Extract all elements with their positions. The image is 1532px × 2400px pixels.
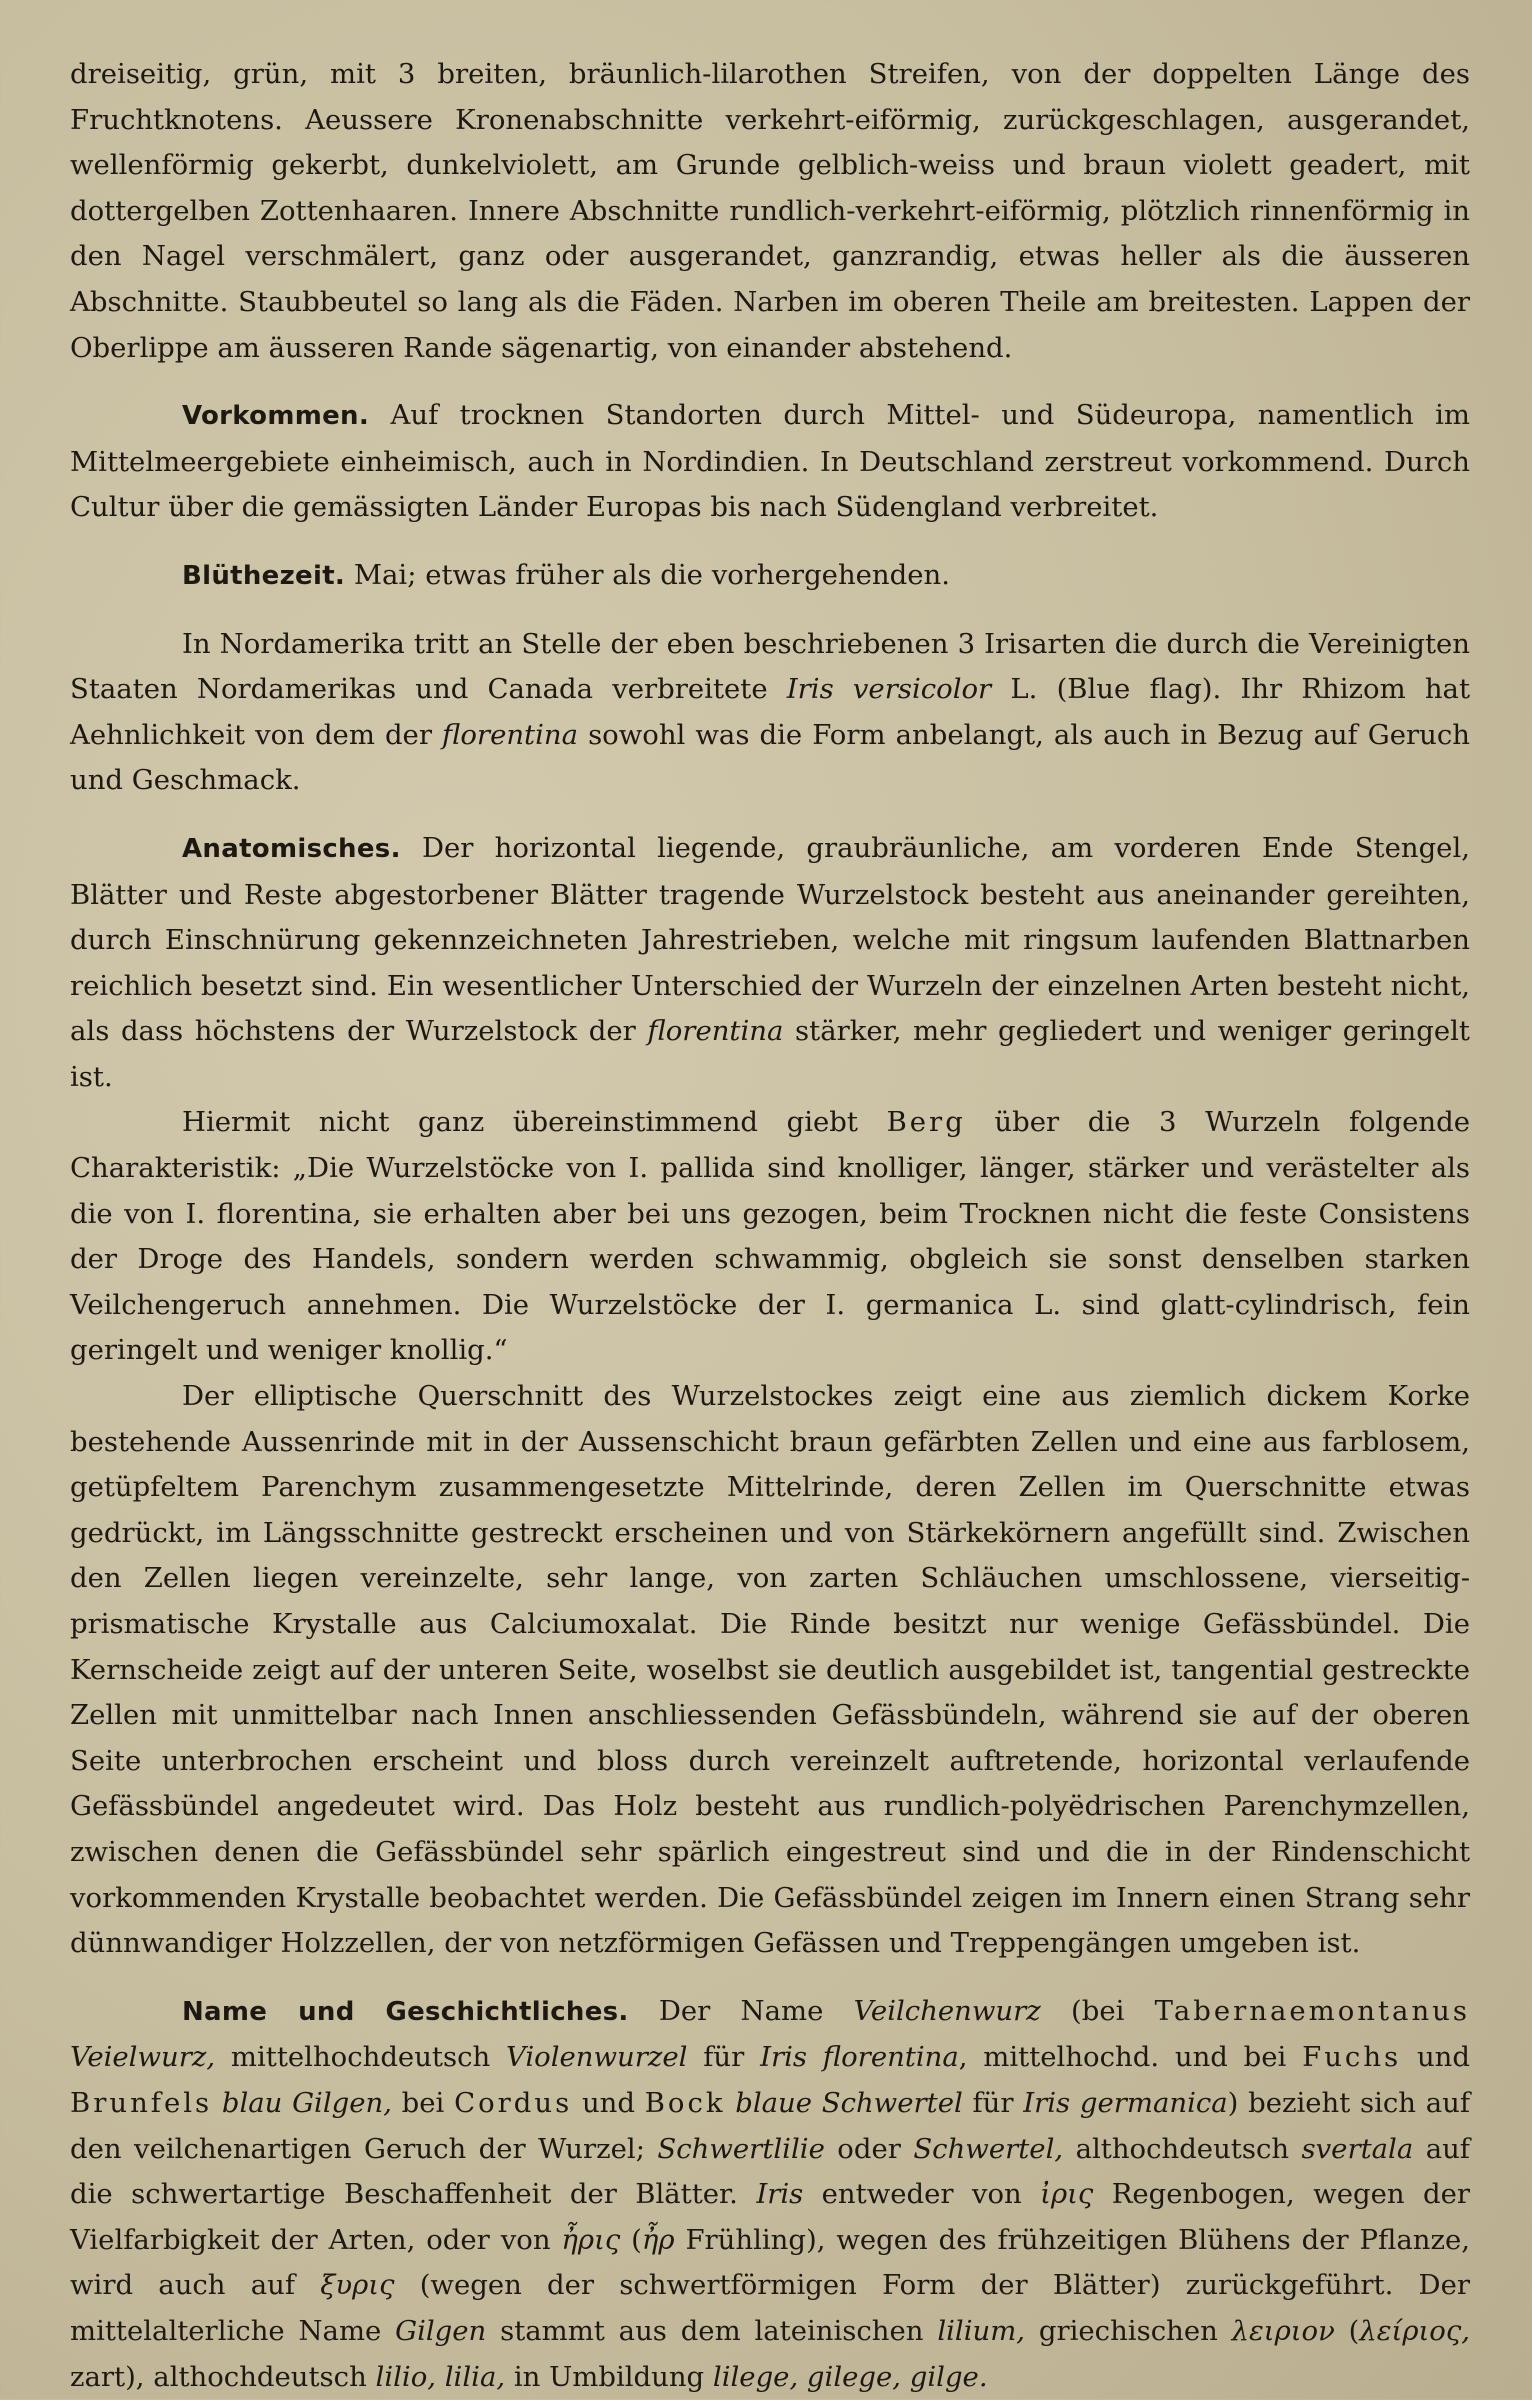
text-run: griechischen (1025, 2314, 1232, 2347)
italic-run: Schwertlilie (657, 2132, 825, 2165)
heading-vorkommen: Vorkommen. (182, 401, 370, 432)
text-run: In Nordamerika tritt an Stelle der eben beschriebenen 3 Irisarten die durch die Vereinigten Staaten Nordamerikas und Canada verbreitete (70, 627, 1470, 706)
text-run: auf die schwertartige Beschaffenheit der Blätter. (70, 2132, 1470, 2211)
italic-run: Veilchenwurz (853, 1994, 1041, 2027)
author-name: Berg (886, 1106, 966, 1139)
italic-run: blaue Schwertel (735, 2086, 963, 2119)
text-run: mittelhochdeutsch (215, 2041, 506, 2074)
italic-run: lilio, (375, 2360, 437, 2393)
text-run: , mittelhochd. und bei (958, 2041, 1303, 2074)
author-name: Cordus (454, 2086, 573, 2119)
bluethezeit-text: Mai; etwas früher als die vorhergehenden. (353, 558, 950, 591)
vorkommen-text: Auf trocknen Standorten durch Mittel- und Südeuropa, namentlich im Mittelmeergebiete einheimisch, auch in Nordindien. In Deutschland zerstreut vorkommend. Durch Cultur über die gemässigten Länder Europas bis nach Südengland verbreitet. (70, 399, 1470, 524)
italic-run: Iris florentina (760, 2041, 959, 2074)
italic-run: svertala (1301, 2132, 1414, 2165)
italic-run: Violenwurzel (505, 2041, 688, 2074)
text-run: Regenbogen, wegen der Vielfarbigkeit der Arten, oder von (70, 2178, 1470, 2256)
text-run: ( (620, 2223, 642, 2256)
italic-run: florentina (647, 1015, 784, 1048)
text-run (212, 2087, 222, 2119)
text-run: stärker, mehr gegliedert und weniger geringelt ist. (70, 1015, 1470, 1093)
italic-run: Gilgen (395, 2314, 487, 2347)
text-run: Frühling), wegen des frühzeitigen Blühens der Pflanze, wird auch auf (70, 2223, 1470, 2302)
paragraph-anatomisches (70, 826, 1470, 1101)
paragraph-vorkommen (70, 393, 1470, 531)
author-name: Brunfels (70, 2086, 213, 2119)
text-run: für (962, 2086, 1024, 2119)
text-run: ( (1334, 2314, 1360, 2347)
heading-anatomisches: Anatomisches. (182, 833, 401, 864)
paragraph-name-geschichtliches (70, 1989, 1470, 2400)
text-run: oder (824, 2132, 914, 2165)
text-run: (bei (1040, 1994, 1155, 2027)
italic-run: Veielwurz, (70, 2041, 216, 2074)
heading-name-geschichtliches: Name und Geschichtliches. (182, 1996, 629, 2027)
text-run: und (572, 2086, 645, 2119)
text-run: Der Name (658, 1994, 854, 2027)
italic-run: lilium, (937, 2314, 1026, 2347)
italic-run: Schwertel, (913, 2132, 1064, 2165)
text-run: althochdeutsch (1063, 2132, 1302, 2165)
paragraph-nordamerika (70, 622, 1470, 804)
text-run: stammt aus dem lateinischen (486, 2314, 938, 2347)
document-page (70, 52, 1470, 2400)
paragraph-querschnitt: Der elliptische Querschnitt des Wurzelstockes zeigt eine aus ziemlich dickem Korke bestehende Aussenrinde mit in der Aussenschicht braun gefärbten Zellen und eine aus farblosem, getüpfeltem Parenchym zusammengesetzte Mittelrinde, deren Zellen im Querschnitte etwas gedrückt, im Längsschnitte gestreckt erscheinen und von Stärkekörnern angefüllt sind. Zwischen den Zellen liegen vereinzelte, sehr lange, von zarten Schläuchen umschlossene, vierseitig-prismatische Krystalle aus Calciumoxalat. Die Rinde besitzt nur wenige Gefässbündel. Die Kernscheide zeigt auf der unteren Seite, woselbst sie deutlich ausgebildet ist, tangential gestreckte Zellen mit unmittelbar nach Innen anschliessenden Gefässbündeln, während sie auf der oberen Seite unterbrochen erscheint und bloss durch vereinzelt auftretende, horizontal verlaufende Gefässbündel angedeutet wird. Das Holz besteht aus rundlich-polyëdrischen Parenchymzellen, zwischen denen die Gefässbündel sehr spärlich eingestreut sind und die in der Rindenschicht vorkommenden Krystalle beobachtet werden. Die Gefässbündel zeigen im Innern einen Strang sehr dünnwandiger Holzzellen, der von netzförmigen Gefässen und Treppengängen umgeben ist. (70, 1380, 1470, 1960)
italic-run: lilege, gilege, gilge. (712, 2360, 988, 2393)
italic-run: Iris versicolor (786, 673, 992, 706)
paragraph-description: dreiseitig, grün, mit 3 breiten, bräunlich-lilarothen Streifen, von der doppelten Länge des Fruchtknotens. Aeussere Kronenabschnitte verkehrt-eiförmig, zurückgeschlagen, ausgerandet, wellenförmig gekerbt, dunkelviolett, am Grunde gelblich-weiss und braun violett geadert, mit dottergelben Zottenhaaren. Innere Abschnitte rundlich-verkehrt-eiförmig, plötzlich rinnenförmig in den Nagel verschmälert, ganz oder ausgerandet, ganzrandig, etwas heller als die äusseren Abschnitte. Staubbeutel so lang als die Fäden. Narben im oberen Theile am breitesten. Lappen der Oberlippe am äusseren Rande sägenartig, von einander abstehend. (70, 58, 1470, 364)
greek-run: λείριος, (1359, 2314, 1470, 2347)
author-name: Bock (644, 2086, 726, 2119)
text-run: und (1401, 2041, 1470, 2074)
text-run: über die 3 Wurzeln folgende Charakteristik: „Die Wurzelstöcke von I. pallida sind knolliger, länger, stärker und verästelter als die von I. florentina, sie erhalten aber bei uns gezogen, beim Trocknen nicht die feste Consistens der Droge des Handels, sondern werden schwammig, obgleich sie sonst denselben starken Veilchengeruch annehmen. Die Wurzelstöcke der I. germanica L. sind glatt-cylindrisch, fein geringelt und weniger knollig.“ (70, 1106, 1470, 1367)
greek-run: ἰρις (1040, 2178, 1094, 2211)
greek-run: ξυρις (320, 2269, 395, 2302)
text-run: für (687, 2041, 761, 2074)
text-run: entweder von (803, 2178, 1041, 2211)
text-run (726, 2087, 736, 2119)
text-run: ) bezieht sich auf den veilchenartigen Geruch der Wurzel; (70, 2086, 1471, 2165)
text-run: bei (391, 2086, 455, 2119)
text-run: L. (Blue flag). Ihr Rhizom hat Aehnlichkeit von dem der (70, 673, 1470, 751)
heading-bluethezeit: Blüthezeit. (182, 560, 346, 591)
paragraph-bluethezeit (70, 553, 1470, 600)
author-name: Tabernaemontanus (1154, 1994, 1470, 2027)
text-run: zart), althochdeutsch (70, 2360, 376, 2393)
italic-run: Iris germanica (1023, 2086, 1228, 2119)
greek-run: λειριον (1231, 2314, 1335, 2347)
italic-run: florentina (442, 718, 579, 751)
italic-run: Iris (756, 2178, 804, 2211)
italic-run: blau Gilgen, (221, 2086, 392, 2119)
italic-run: lilia, (444, 2360, 506, 2393)
text-run: Hiermit nicht ganz übereinstimmend giebt (182, 1106, 887, 1139)
text-run: (wegen der schwertförmigen Form der Blätter) zurückgeführt. Der mittelalterliche Name (70, 2269, 1470, 2347)
text-run (436, 2361, 445, 2393)
text-run: in Umbildung (505, 2360, 713, 2393)
greek-run: ἦρις (561, 2223, 621, 2256)
text-run: sowohl was die Form anbelangt, als auch in Bezug auf Geruch und Geschmack. (70, 718, 1470, 797)
author-name: Fuchs (1302, 2041, 1402, 2074)
paragraph-berg (70, 1100, 1470, 1374)
greek-run: ἦρ (641, 2223, 675, 2256)
text-run: Der horizontal liegende, graubräunliche, am vorderen Ende Stengel, Blätter und Reste abgestorbener Blätter tragende Wurzelstock besteht aus aneinander gereihten, durch Einschnürung gekennzeichneten Jahrestrieben, welche mit ringsum laufenden Blattnarben reichlich besetzt sind. Ein wesentlicher Unterschied der Wurzeln der einzelnen Arten besteht nicht, als dass höchstens der Wurzelstock der (70, 831, 1470, 1048)
